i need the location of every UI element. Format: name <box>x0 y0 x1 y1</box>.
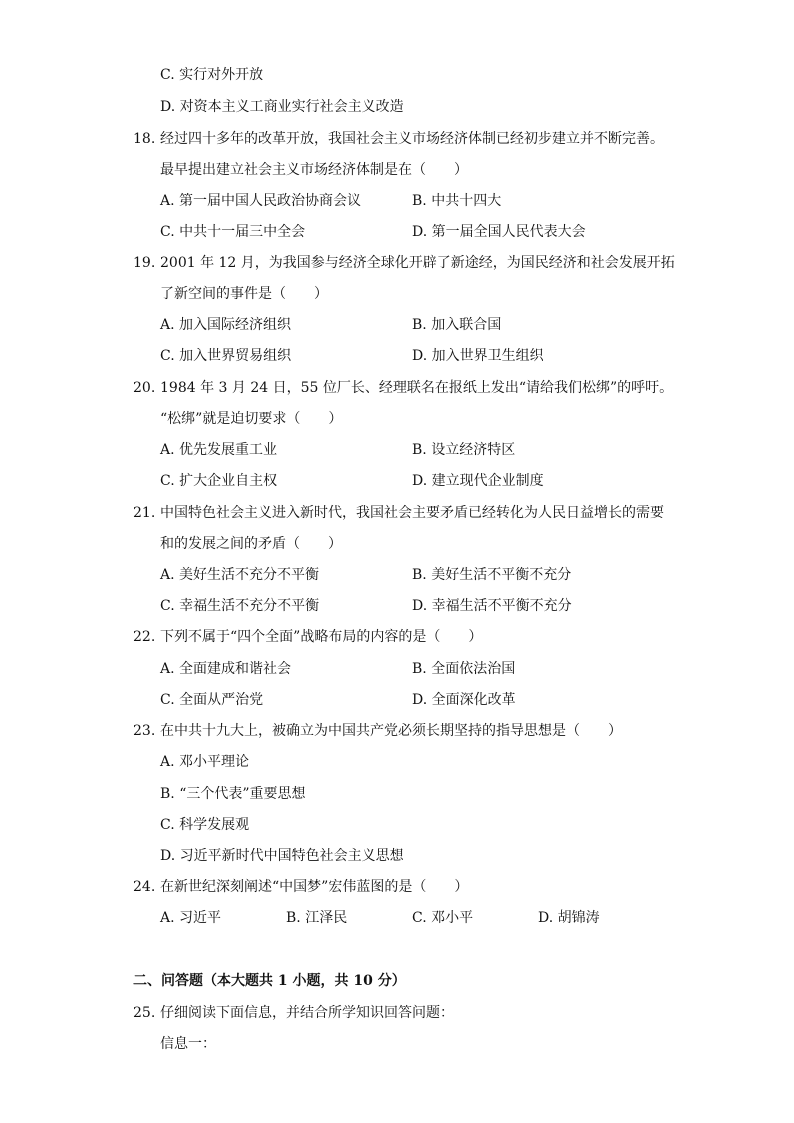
q21-option-c: C. 幸福生活不充分不平衡 <box>160 598 320 614</box>
q25-stem-line-1: 仔细阅读下面信息，并结合所学知识回答问题： <box>160 1005 454 1021</box>
q24-option-a: A. 习近平 <box>160 910 222 926</box>
q18-number: 18. <box>133 131 156 147</box>
q20-option-c: C. 扩大企业自主权 <box>160 473 278 489</box>
q21-option-b: B. 美好生活不平衡不充分 <box>412 567 572 583</box>
q22-option-c: C. 全面从严治党 <box>160 692 264 708</box>
q20-stem-line-1: 1984 年 3 月 24 日，55 位厂长、经理联名在报纸上发出“请给我们松绑”的呼吁。 <box>160 380 674 396</box>
q18-stem-line-2: 最早提出建立社会主义市场经济体制是在（ ） <box>160 162 468 178</box>
q17-option-d: D. 对资本主义工商业实行社会主义改造 <box>160 99 404 115</box>
q19-number: 19. <box>133 255 156 271</box>
q22-option-a: A. 全面建成和谐社会 <box>160 661 292 677</box>
q21-option-a: A. 美好生活不充分不平衡 <box>160 567 320 583</box>
q23-option-c: C. 科学发展观 <box>160 817 250 833</box>
q21-option-d: D. 幸福生活不平衡不充分 <box>412 598 572 614</box>
q18-option-d: D. 第一届全国人民代表大会 <box>412 224 586 240</box>
q22-option-d: D. 全面深化改革 <box>412 692 516 708</box>
q22-number: 22. <box>133 629 156 645</box>
q24-option-c: C. 邓小平 <box>412 910 474 926</box>
q19-option-d: D. 加入世界卫生组织 <box>412 348 544 364</box>
q17-option-c: C. 实行对外开放 <box>160 67 264 83</box>
q25-number: 25. <box>133 1005 156 1021</box>
q20-number: 20. <box>133 380 156 396</box>
q23-option-b: B. “三个代表”重要思想 <box>160 786 306 802</box>
q18-stem-line-1: 经过四十多年的改革开放，我国社会主义市场经济体制已经初步建立并不断完善。 <box>160 131 664 147</box>
q24-option-b: B. 江泽民 <box>286 910 348 926</box>
q19-option-c: C. 加入世界贸易组织 <box>160 348 292 364</box>
q21-stem-line-2: 和的发展之间的矛盾（ ） <box>160 536 342 552</box>
q19-option-b: B. 加入联合国 <box>412 317 502 333</box>
q25-info-label: 信息一： <box>160 1036 216 1052</box>
q19-stem-line-2: 了新空间的事件是（ ） <box>160 286 328 302</box>
q18-option-a: A. 第一届中国人民政治协商会议 <box>160 193 362 209</box>
q24-option-d: D. 胡锦涛 <box>538 910 600 926</box>
q20-option-b: B. 设立经济特区 <box>412 442 516 458</box>
q24-stem-line-1: 在新世纪深刻阐述“中国梦”宏伟蓝图的是（ ） <box>160 879 469 895</box>
q21-stem-line-1: 中国特色社会主义进入新时代，我国社会主要矛盾已经转化为人民日益增长的需要 <box>160 505 664 521</box>
q18-option-c: C. 中共十一届三中全会 <box>160 224 306 240</box>
q20-option-d: D. 建立现代企业制度 <box>412 473 544 489</box>
q21-number: 21. <box>133 505 156 521</box>
q18-option-b: B. 中共十四大 <box>412 193 502 209</box>
q23-stem-line-1: 在中共十九大上，被确立为中国共产党必须长期坚持的指导思想是（ ） <box>160 723 622 739</box>
q22-option-b: B. 全面依法治国 <box>412 661 516 677</box>
q20-option-a: A. 优先发展重工业 <box>160 442 278 458</box>
q23-option-d: D. 习近平新时代中国特色社会主义思想 <box>160 848 404 864</box>
q20-stem-line-2: “松绑”就是迫切要求（ ） <box>160 411 343 427</box>
q19-stem-line-1: 2001 年 12 月，为我国参与经济全球化开辟了新途经，为国民经济和社会发展开拓 <box>160 255 675 271</box>
q23-number: 23. <box>133 723 156 739</box>
section-title-qa: 二、问答题（本大题共 1 小题，共 10 分） <box>133 973 406 989</box>
q22-stem-line-1: 下列不属于“四个全面”战略布局的内容的是（ ） <box>160 629 483 645</box>
q24-number: 24. <box>133 879 156 895</box>
q23-option-a: A. 邓小平理论 <box>160 754 250 770</box>
q19-option-a: A. 加入国际经济组织 <box>160 317 292 333</box>
